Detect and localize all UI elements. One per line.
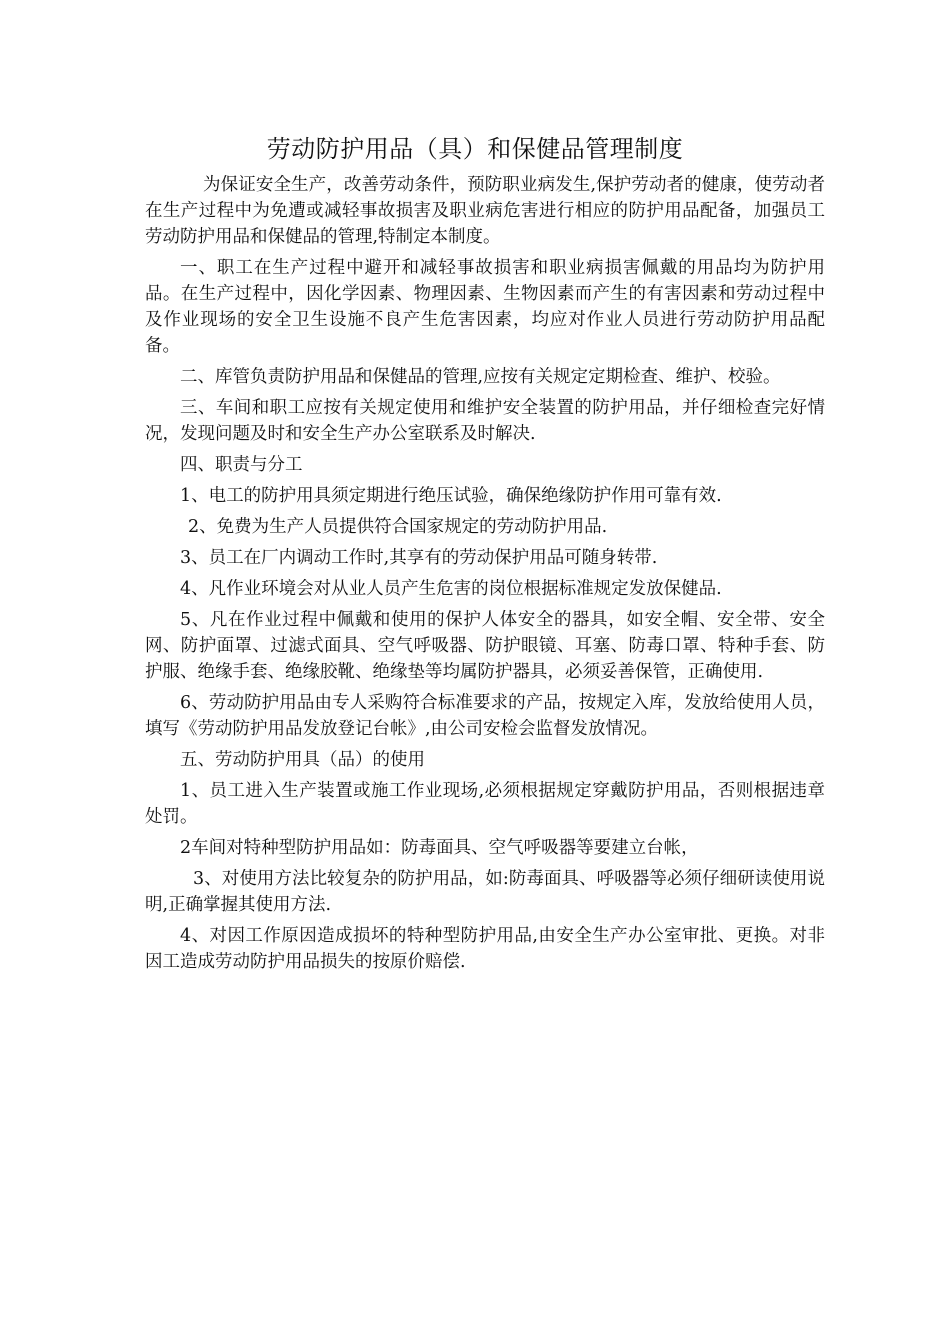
list-item: 2、免费为生产人员提供符合国家规定的劳动防护用品.: [188, 517, 608, 537]
section-heading-5: 五、劳动防护用具（品）的使用: [180, 750, 425, 770]
list-item: 4、凡作业环境会对从业人员产生危害的岗位根据标准规定发放保健品.: [180, 579, 722, 599]
list-item: 5、凡在作业过程中佩戴和使用的保护人体安全的器具，如安全帽、安全带、安全网、防护面罩、过滤式面具、空气呼吸器、防护眼镜、耳塞、防毒口罩、特种手套、防护服、绝缘手套、绝缘胶靴、绝缘垫等均属防护器具，必须妥善保管，正确使用.: [145, 610, 825, 682]
document-title: 劳动防护用品（具）和保健品管理制度: [266, 135, 684, 163]
list-item: 2车间对特种型防护用品如：防毒面具、空气呼吸器等要建立台帐，: [180, 838, 699, 858]
paragraph-section-3: 三、车间和职工应按有关规定使用和维护安全装置的防护用品，并仔细检查完好情况，发现问题及时和安全生产办公室联系及时解决.: [145, 398, 825, 444]
list-item: 3、对使用方法比较复杂的防护用品，如:防毒面具、呼吸器等必须仔细研读使用说明,正确掌握其使用方法.: [145, 869, 825, 915]
list-item: 6、劳动防护用品由专人采购符合标准要求的产品，按规定入库，发放给使用人员，填写《劳动防护用品发放登记台帐》,由公司安检会监督发放情况。: [145, 693, 825, 739]
paragraph-section-2: 二、库管负责防护用品和保健品的管理,应按有关规定定期检查、维护、校验。: [180, 367, 781, 387]
list-item: 4、对因工作原因造成损坏的特种型防护用品,由安全生产办公室审批、更换。对非因工造成劳动防护用品损失的按原价赔偿.: [145, 926, 825, 972]
section-heading-4: 四、职责与分工: [180, 455, 303, 475]
list-item: 3、员工在厂内调动工作时,其享有的劳动保护用品可随身转带.: [180, 548, 658, 568]
list-item: 1、电工的防护用具须定期进行绝压试验，确保绝缘防护作用可靠有效.: [180, 486, 722, 506]
document-body: [145, 172, 825, 980]
paragraph-intro: 为保证安全生产，改善劳动条件，预防职业病发生,保护劳动者的健康，使劳动者在生产过程中为免遭或减轻事故损害及职业病危害进行相应的防护用品配备，加强员工劳动防护用品和保健品的管理,特制定本制度。: [145, 175, 825, 247]
list-item: 1、员工进入生产装置或施工作业现场,必须根据规定穿戴防护用品，否则根据违章处罚。: [145, 781, 825, 827]
paragraph-section-1: 一、职工在生产过程中避开和减轻事故损害和职业病损害佩戴的用品均为防护用品。在生产过程中，因化学因素、物理因素、生物因素而产生的有害因素和劳动过程中及作业现场的安全卫生设施不良产生危害因素，均应对作业人员进行劳动防护用品配备。: [145, 258, 825, 356]
